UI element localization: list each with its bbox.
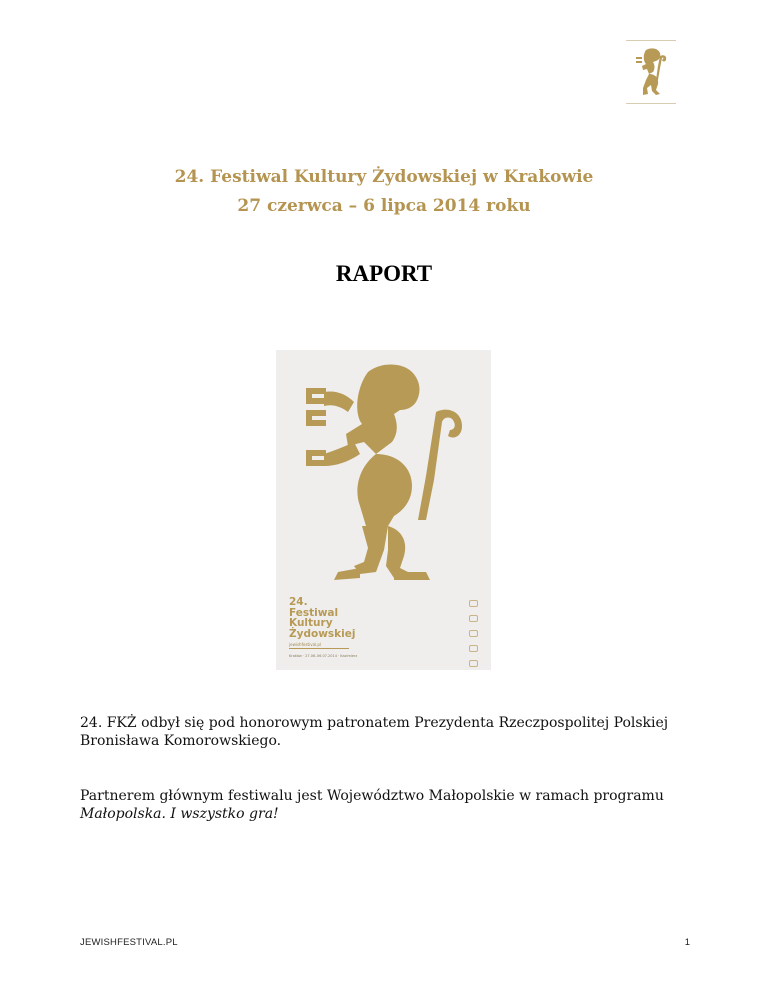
partner-paragraph xyxy=(80,787,700,823)
report-title: RAPORT xyxy=(335,261,433,286)
poster-title xyxy=(289,597,355,639)
poster-line-4: Żydowskiej xyxy=(289,627,356,640)
festival-logo xyxy=(626,40,676,104)
eye-icon xyxy=(469,600,478,607)
festival-poster xyxy=(276,350,491,670)
partner-text: Partnerem głównym festiwalu jest Województwo Małopolskie w ramach programu xyxy=(80,788,664,804)
footer-site: JEWISHFESTIVAL.PL xyxy=(80,937,178,948)
poster-footer: Kraków · 27.06–06.07.2014 · Kazimierz xyxy=(289,654,358,658)
report-header xyxy=(0,163,768,221)
festival-name: 24. Festiwal Kultury Żydowskiej w Krakowie xyxy=(174,167,594,187)
page-number: 1 xyxy=(684,937,690,948)
patronage-paragraph: 24. FKŻ odbył się pod honorowym patronatem Prezydenta Rzeczpospolitej Polskiej Bronisława Komorowskiego. xyxy=(80,715,669,749)
triangle-icon xyxy=(469,630,478,637)
poster-rule xyxy=(289,648,349,649)
lion-icon xyxy=(626,44,676,102)
poster-icon-column xyxy=(468,600,478,670)
square-icon xyxy=(469,645,478,652)
poster-line-2: Festiwal xyxy=(289,606,339,619)
poster-line-3: Kultury xyxy=(289,617,333,629)
festival-dates: 27 czerwca – 6 lipca 2014 roku xyxy=(237,196,531,216)
logo-top-rule xyxy=(626,40,676,41)
poster-url: jewishfestival.pl xyxy=(289,642,322,647)
logo-bottom-rule xyxy=(626,103,676,104)
disc-icon xyxy=(469,660,478,667)
poster-line-1: 24. xyxy=(289,596,308,608)
poster-lion-icon xyxy=(276,350,491,595)
circle-icon xyxy=(469,615,478,622)
program-name: Małopolska. I wszystko gra! xyxy=(80,806,279,822)
